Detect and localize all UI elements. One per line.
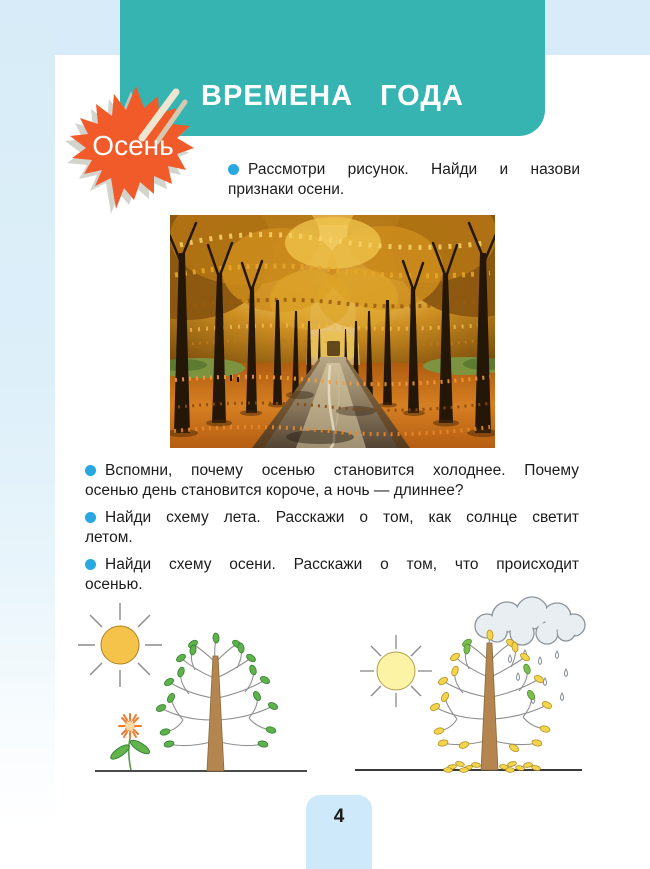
task-text: Найди схему осени. Расскажи о том, что происходит bbox=[105, 556, 579, 573]
summer-scheme bbox=[85, 600, 350, 780]
left-blue-strip bbox=[0, 0, 55, 830]
task-item-2 bbox=[85, 508, 579, 548]
summer-tree-icon bbox=[155, 633, 279, 771]
intro-task bbox=[228, 160, 580, 200]
intro-task-line2 bbox=[228, 180, 580, 200]
bullet-icon bbox=[85, 559, 96, 570]
autumn-alley-photo bbox=[170, 215, 495, 448]
bullet-icon bbox=[228, 164, 239, 175]
bullet-icon bbox=[85, 465, 96, 476]
task-text: летом. bbox=[85, 529, 133, 546]
task-item-1 bbox=[85, 461, 579, 501]
autumn-scheme bbox=[352, 593, 642, 778]
page-number-tab bbox=[306, 795, 372, 869]
task-text: осенью день становится короче, а ночь — длиннее? bbox=[85, 482, 464, 499]
autumn-alley-illustration bbox=[170, 215, 495, 448]
flower-icon bbox=[109, 714, 152, 770]
task-text: Вспомни, почему осенью становится холоднее. Почему bbox=[105, 462, 579, 479]
sun-icon bbox=[78, 603, 162, 687]
pale-sun-icon bbox=[360, 635, 432, 707]
task-list bbox=[85, 461, 579, 602]
task-item-3 bbox=[85, 555, 579, 595]
intro-task-line1 bbox=[228, 160, 580, 180]
intro-task-text: признаки осени. bbox=[228, 181, 345, 198]
intro-task-text: Рассмотри рисунок. Найди и назови bbox=[248, 161, 580, 178]
season-badge bbox=[58, 80, 208, 210]
season-badge-label: Осень bbox=[92, 130, 174, 161]
task-text: Найди схему лета. Расскажи о том, как солнце светит bbox=[105, 509, 579, 526]
bullet-icon bbox=[85, 512, 96, 523]
page-title: ВРЕМЕНА ГОДА bbox=[201, 80, 464, 112]
task-text: осенью. bbox=[85, 576, 143, 593]
page-number: 4 bbox=[333, 806, 345, 827]
